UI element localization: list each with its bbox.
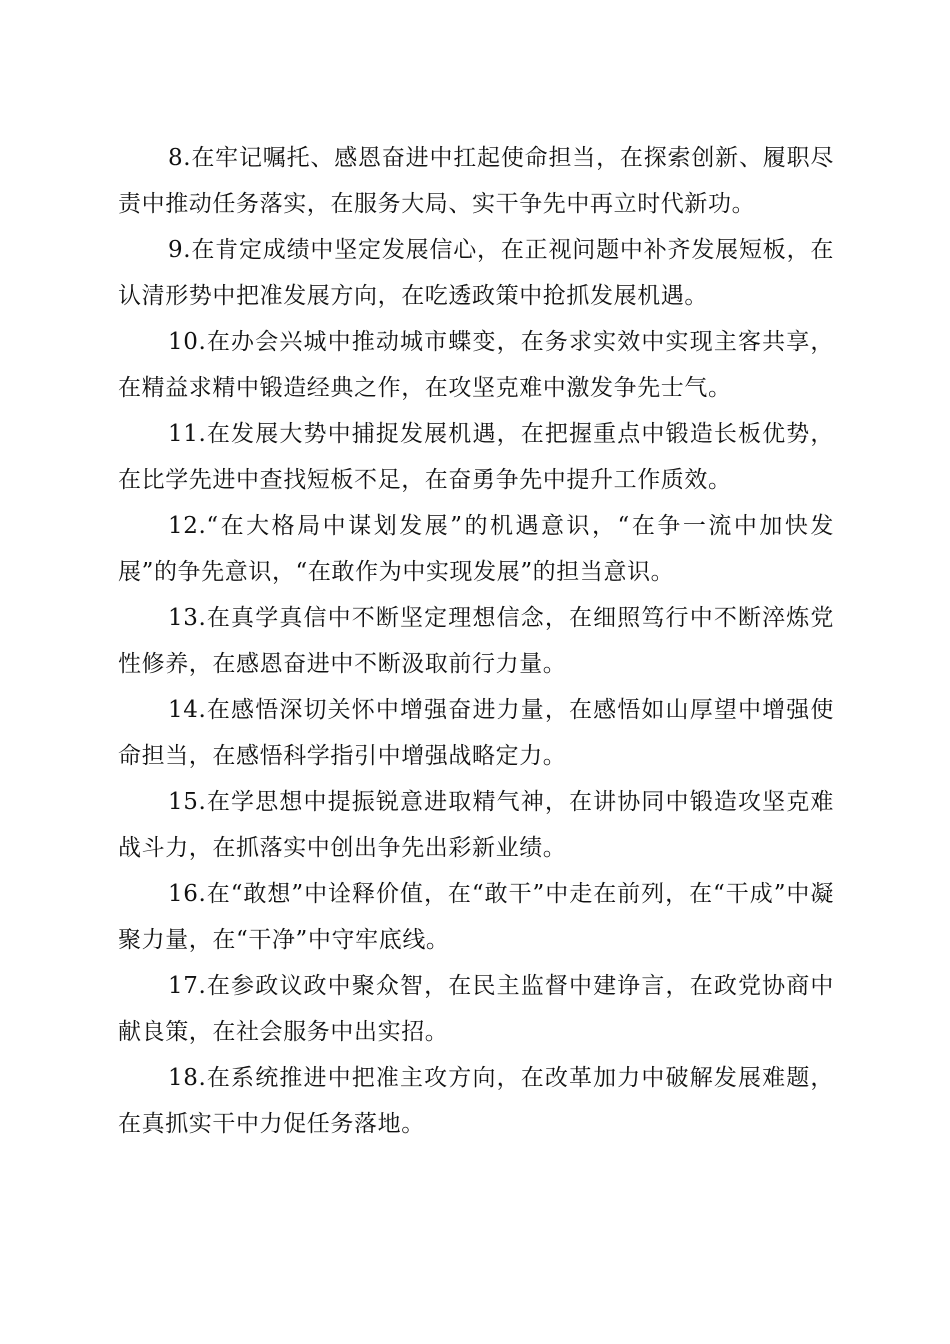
paragraph-13: 13.在真学真信中不断坚定理想信念，在细照笃行中不断淬炼党性修养，在感恩奋进中不断汲取前行力量。 [118,605,834,677]
paragraph-11: 11.在发展大势中捕捉发展机遇，在把握重点中锻造长板优势，在比学先进中查找短板不足，在奋勇争先中提升工作质效。 [118,421,834,493]
paragraph-10: 10.在办会兴城中推动城市蝶变，在务求实效中实现主客共享，在精益求精中锻造经典之作，在攻坚克难中激发争先士气。 [118,329,834,401]
paragraph-18: 18.在系统推进中把准主攻方向，在改革加力中破解发展难题，在真抓实干中力促任务落地。 [118,1065,834,1137]
paragraph-17: 17.在参政议政中聚众智，在民主监督中建诤言，在政党协商中献良策，在社会服务中出实招。 [118,973,834,1045]
paragraph-16: 16.在“敢想”中诠释价值，在“敢干”中走在前列，在“干成”中凝聚力量，在“干净”中守牢底线。 [118,881,834,953]
paragraph-14: 14.在感悟深切关怀中增强奋进力量，在感悟如山厚望中增强使命担当，在感悟科学指引中增强战略定力。 [118,697,834,769]
paragraph-8: 8.在牢记嘱托、感恩奋进中扛起使命担当，在探索创新、履职尽责中推动任务落实，在服务大局、实干争先中再立时代新功。 [118,145,834,217]
paragraph-12: 12.“在大格局中谋划发展”的机遇意识，“在争一流中加快发展”的争先意识，“在敢作为中实现发展”的担当意识。 [118,513,834,585]
document-body [118,136,834,1148]
paragraph-15: 15.在学思想中提振锐意进取精气神，在讲协同中锻造攻坚克难战斗力，在抓落实中创出争先出彩新业绩。 [118,789,834,861]
paragraph-9: 9.在肯定成绩中坚定发展信心，在正视问题中补齐发展短板，在认清形势中把准发展方向，在吃透政策中抢抓发展机遇。 [118,237,834,309]
